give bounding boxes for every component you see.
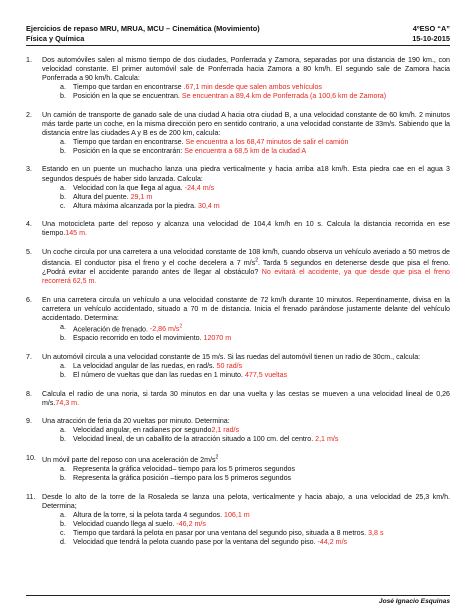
sub-question: [60, 83, 450, 92]
sub-question-text: Representa la gráfica posición –tiempo para los 5 primeros segundos: [73, 474, 292, 483]
sub-question-text: Representa la gráfica velocidad– tiempo para los 5 primeros segundos: [73, 465, 296, 474]
sub-question-letter: a.: [60, 183, 66, 192]
sub-question: [60, 193, 450, 202]
sub-question: [60, 138, 450, 147]
sub-question: [60, 92, 450, 101]
sub-question-letter: b.: [60, 146, 66, 155]
sub-question: [60, 202, 450, 211]
problem-statement: Una motocicleta parte del reposo y alcanza una velocidad de 104,4 km/h en 10 s. Calcula la distancia recorrida en ese tiempo.: [42, 220, 450, 238]
sub-question: [60, 474, 450, 483]
sub-question-answer: Se encuentran a 89,4 km de Ponferrada (a 100,6 km de Zamora): [181, 92, 387, 101]
problem-statement: Una atracción de feria da 20 vueltas por minuto. Determina:: [42, 417, 230, 426]
problem-text-block: [42, 353, 450, 362]
sub-question-answer: 29,1 m: [130, 192, 153, 201]
problem-statement: Un móvil parte del reposo con una aceleración de $2m/s^2$: [42, 454, 219, 465]
course-label: 4ºESO “A”: [412, 24, 450, 33]
sub-question-text: Tiempo que tardan en encontrarse.: [73, 137, 186, 146]
problem-number: 5.: [26, 247, 32, 256]
sub-question-answer: Se encuentra a los 68,47 minutos de salir el camión: [185, 137, 349, 146]
problem-item: [26, 165, 450, 210]
sub-question: [60, 435, 450, 444]
problem-number: 3.: [26, 165, 32, 174]
sub-question-text: El número de vueltas que dan las ruedas en 1 minuto.: [73, 371, 245, 380]
sub-question: [60, 147, 450, 156]
problem-item: [26, 390, 450, 408]
problem-statement: Estando en un puente un muchacho lanza una piedra verticalmente y hacia arriba a18 km/h. Esta piedra cae en el agua 3 segundos después de haber sido lanzada. Calcula:: [42, 165, 450, 183]
sub-question-text: Tiempo que tardará la pelota en pasar por una ventana del segundo piso, situada a 8 metros.: [73, 529, 369, 537]
footer: [26, 594, 450, 605]
problem-statement: Un coche circula por una carretera a una velocidad constante de 108 km/h, cuando observa un vehículo averiado a 50 metros de distancia. El conductor pisa el freno y el coche decelera a 7 $m/s^2$. Tarda 5 segundos en detenerse desde que pisa el freno. ¿Podrá evitar el accidente parando antes de llegar al obstáculo?: [42, 247, 450, 277]
sub-question-text: Posición en la que se encuentran.: [73, 92, 182, 101]
sub-question-letter: a.: [60, 426, 66, 435]
sub-question: [60, 511, 450, 520]
problem-number: 10.: [26, 453, 36, 462]
sub-question-letter: b.: [60, 474, 66, 483]
sub-question-answer: 50 rad/s: [216, 361, 243, 370]
problem-statement: Dos automóviles salen al mismo tiempo de dos ciudades, Ponferrada y Zamora, separadas por una distancia de 190 km., con velocidad constante. El primer automóvil sale de Ponferrada hacia Zamora a 80 km/h. El segundo sale de Zamora hacia Ponferrada a 90 km/h. Calcula:: [42, 56, 450, 83]
sub-question-letter: c.: [60, 201, 66, 210]
problem-number: 8.: [26, 389, 32, 398]
problem-number: 2.: [26, 110, 32, 119]
problem-text-block: [42, 296, 450, 323]
problem-statement: Calcula el radio de una noria, si tarda 30 minutos en dar una vuelta y las cestas se mueven a una velocidad lineal de 0,26 m/s.: [42, 389, 450, 407]
problem-text-block: [42, 56, 450, 83]
sub-question: [60, 538, 450, 547]
problem-item: [26, 353, 450, 380]
sub-question-letter: a.: [60, 510, 66, 519]
document-page: [26, 24, 450, 557]
problem-number: 11.: [26, 492, 36, 501]
sub-question-text: Velocidad con la que llega al agua.: [73, 183, 185, 192]
problem-number: 9.: [26, 417, 32, 426]
sub-question-text: Velocidad angular, en radianes por segundo: [73, 426, 212, 435]
header-row-2: [26, 34, 450, 44]
sub-question: [60, 465, 450, 474]
problem-item: [26, 56, 450, 101]
problem-answer: 74,3 m.: [55, 398, 80, 407]
problem-item: [26, 454, 450, 484]
sub-question-text: Espacio recorrido en todo el movimiento.: [73, 334, 204, 343]
problem-item: [26, 296, 450, 344]
sub-question-text: Velocidad lineal, de un caballito de la atracción situado a 100 cm. del centro.: [73, 435, 316, 444]
problem-answer: No evitará el accidente, ya que desde que pisa el freno recorrerá 62,5 m.: [42, 268, 451, 286]
sub-question-answer: 477,5 vueltas: [244, 371, 288, 380]
sub-question-answer: -46,2 m/s: [176, 519, 206, 528]
problem-text-block: [42, 493, 450, 511]
problem-item: [26, 417, 450, 444]
problem-text-block: [42, 417, 450, 426]
sub-question-text: Velocidad que tendrá la pelota cuando pase por la ventana del segundo piso.: [73, 538, 318, 547]
problem-number: 4.: [26, 220, 32, 229]
problem-number: 7.: [26, 352, 32, 361]
document-title: Ejercicios de repaso MRU, MRUA, MCU – Cinemática (Movimiento): [26, 24, 260, 33]
sub-question-answer: Se encuentra a 68,5 km de la ciudad A: [184, 146, 307, 155]
sub-question-answer: 3,8 s: [368, 529, 384, 537]
problem-item: [26, 111, 450, 156]
problem-number: 1.: [26, 56, 32, 64]
author-name: José Ignacio Esquinas: [378, 598, 450, 605]
sub-question-answer: 2,1 m/s: [315, 435, 339, 444]
problem-text-block: [42, 220, 450, 238]
sub-question-letter: d.: [60, 538, 66, 547]
sub-question-letter: b.: [60, 92, 66, 101]
sub-question-text: Tiempo que tardan en encontrarse: [73, 83, 184, 92]
sub-question-text: Altura de la torre, si la pelota tarda 4 segundos.: [73, 510, 225, 519]
sub-question-letter: a.: [60, 83, 66, 92]
problem-list: [26, 56, 450, 547]
sub-question-text: Aceleración de frenado.: [73, 325, 150, 334]
problem-statement: Un camión de transporte de ganado sale de una ciudad A hacia otra ciudad B, a una velocidad constante de 60 km/h. 2 minutos más tarde parte un coche, en la misma dirección pero en sentido contrario, a una velocidad constante de 33m/s. Sabiendo que la distancia entre las ciudades A y B es de 200 km, calcula:: [42, 110, 450, 137]
sub-question-answer: 106,1 m: [224, 510, 250, 519]
sub-question: [60, 520, 450, 529]
sub-question-answer: 30,4 m: [198, 201, 220, 210]
sub-question-letter: b.: [60, 192, 66, 201]
problem-text-block: [42, 390, 450, 408]
sub-question-text: Altura del puente.: [73, 192, 131, 201]
subject-label: Física y Química: [26, 34, 85, 43]
sub-question: [60, 362, 450, 371]
sub-question-letter: c.: [60, 529, 66, 537]
problem-answer: 145 m.: [65, 229, 87, 238]
header-row-1: [26, 24, 450, 34]
sub-question-answer: -2,86 $m/s^2$: [149, 323, 183, 334]
sub-question-answer: -24,4 m/s: [184, 183, 215, 192]
sub-question: [60, 323, 450, 334]
problem-text-block: [42, 165, 450, 183]
sub-question-letter: b.: [60, 334, 66, 343]
sub-question-answer: 2,1 rad/s: [211, 426, 240, 435]
sub-question: [60, 371, 450, 380]
date-label: 15-10-2015: [412, 34, 450, 43]
problem-item: [26, 220, 450, 238]
problem-statement: Un automóvil circula a una velocidad constante de 15 m/s. Si las ruedas del automóvil tienen un radio de 30cm., calcula:: [42, 352, 421, 361]
sub-question-letter: a.: [60, 465, 66, 474]
sub-question-text: La velocidad angular de las ruedas, en rad/s.: [73, 361, 217, 370]
sub-question-text: Altura máxima alcanzada por la piedra.: [73, 201, 198, 210]
problem-statement: En una carretera circula un vehículo a una velocidad constante de 72 km/h durante 10 minutos. Repentinamente, divisa en la carretera un vehículo accidentado, situado a 70 m de distancia. Inicia el frenado parándose justamente delante del vehículo accidentado. Determina:: [42, 295, 450, 322]
sub-question-letter: a.: [60, 322, 66, 331]
problem-item: [26, 248, 450, 287]
problem-number: 6.: [26, 295, 32, 304]
sub-question-letter: b.: [60, 435, 66, 444]
header-divider: [26, 45, 450, 46]
problem-item: [26, 493, 450, 547]
sub-question-answer: .67,1 min desde que salen ambos vehículos: [183, 83, 322, 92]
sub-question-text: Posición en la que se encontrarán:: [73, 146, 185, 155]
sub-question: [60, 529, 450, 538]
sub-question-letter: b.: [60, 519, 66, 528]
problem-text-block: [42, 454, 450, 465]
sub-question-answer: 12070 m: [203, 334, 232, 343]
footer-divider: [26, 595, 450, 596]
problem-text-block: [42, 248, 450, 287]
sub-question-answer: -44,2 m/s: [317, 538, 348, 547]
problem-text-block: [42, 111, 450, 138]
sub-question: [60, 184, 450, 193]
sub-question-letter: b.: [60, 371, 66, 380]
problem-statement: Desde lo alto de la torre de la Rosaleda se lanza una pelota, verticalmente y hacia abajo, a una velocidad de 25,3 km/h. Determina;: [42, 492, 450, 510]
sub-question: [60, 426, 450, 435]
sub-question-letter: a.: [60, 361, 66, 370]
sub-question: [60, 334, 450, 343]
sub-question-letter: a.: [60, 137, 66, 146]
sub-question-text: Velocidad cuando llega al suelo.: [73, 519, 177, 528]
